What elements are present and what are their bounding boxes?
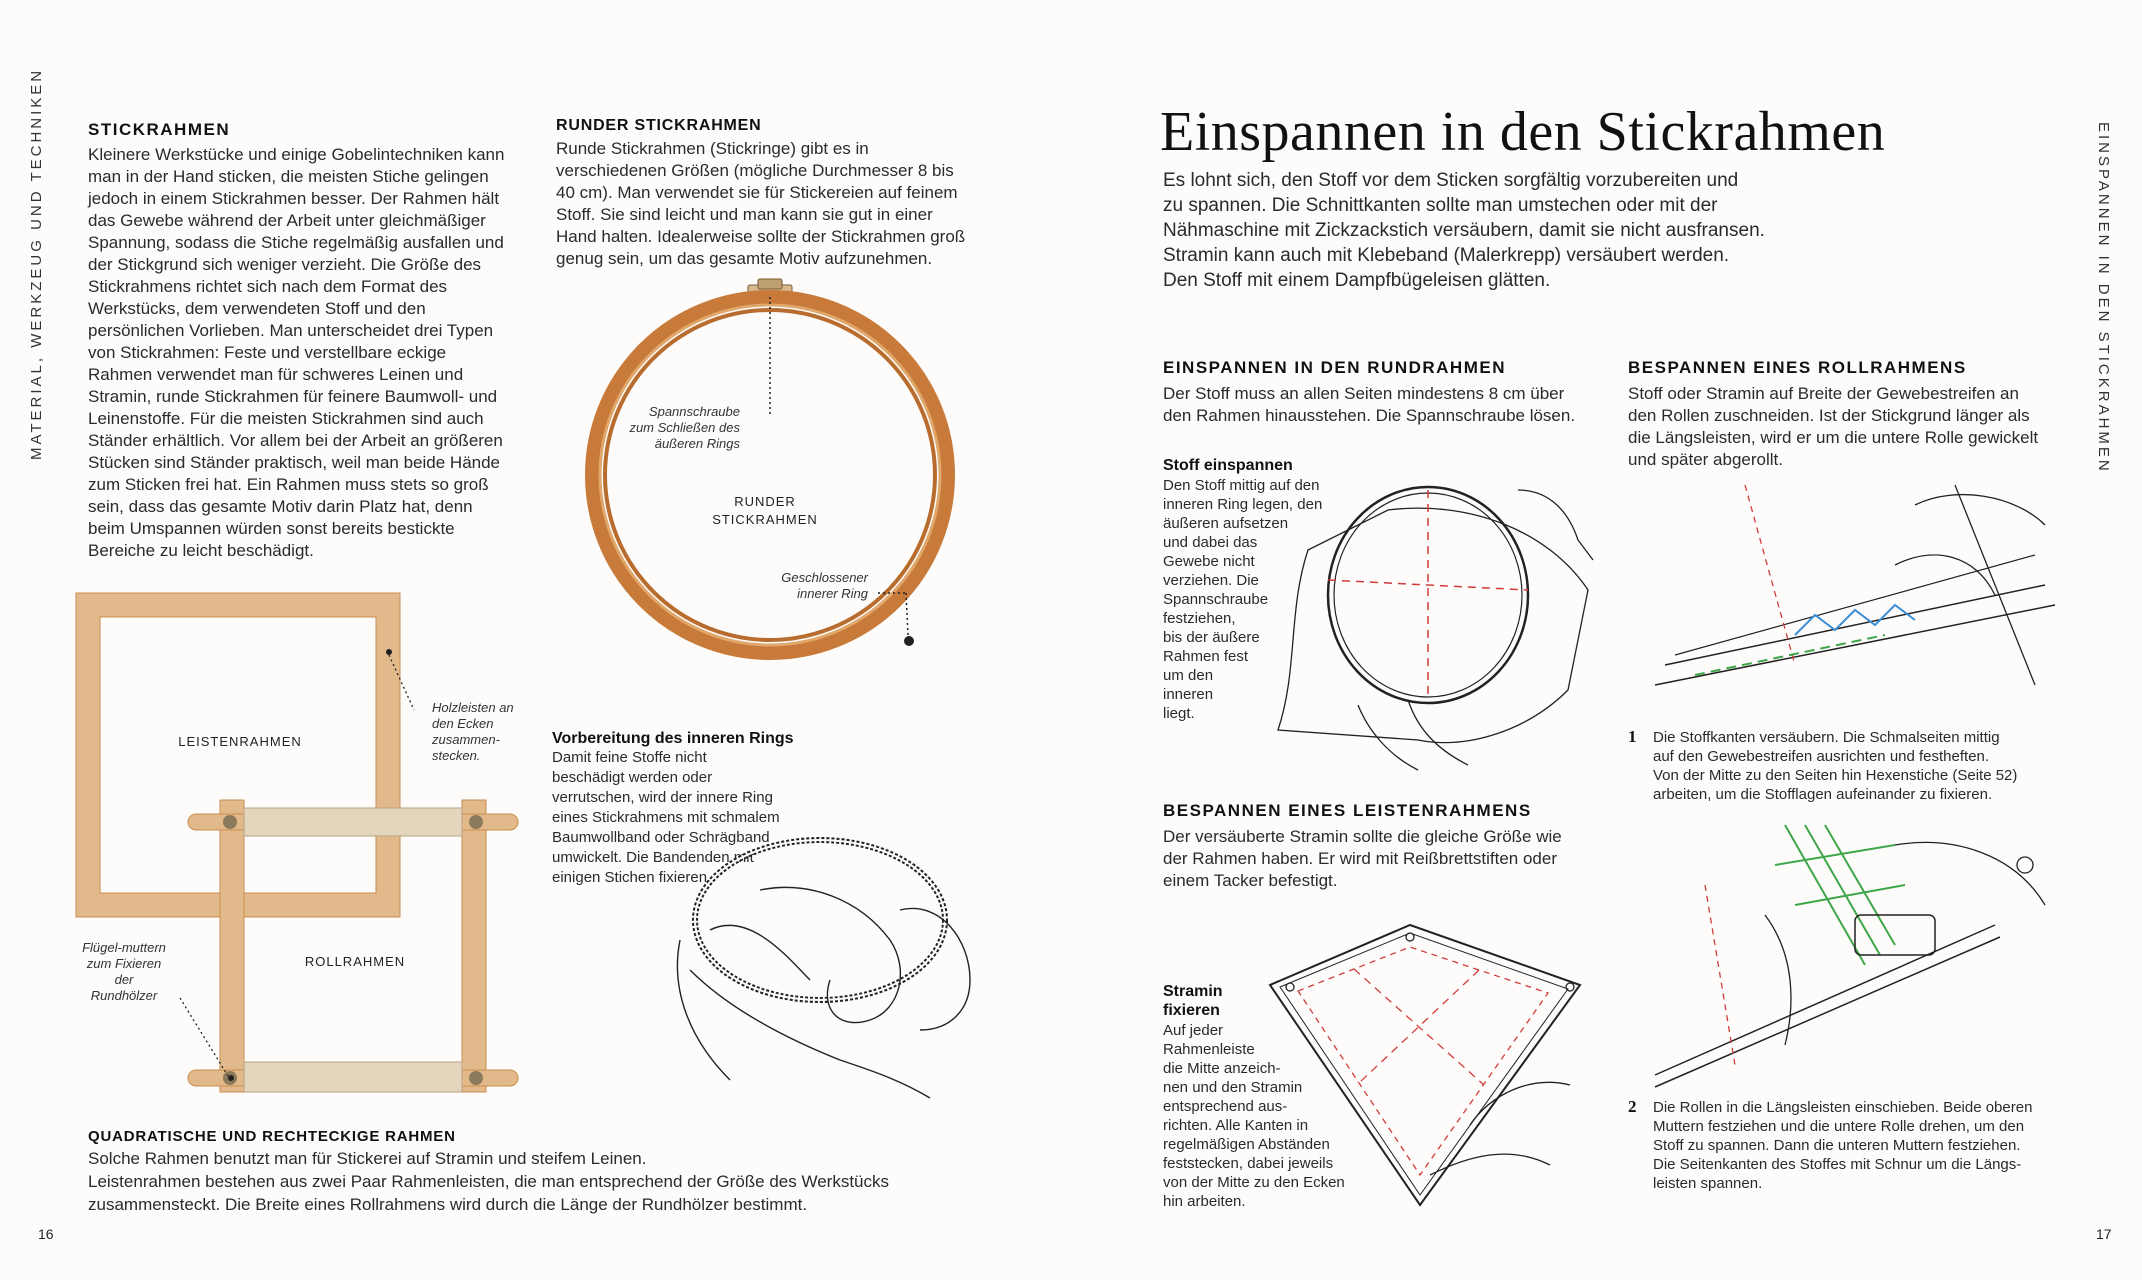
running-head-left: MATERIAL, WERKZEUG UND TECHNIKEN (28, 67, 45, 460)
rundrahmen-line1: Der Stoff muss an allen Seiten mindestens 8 cm über (1163, 384, 1565, 403)
corner-caption: Holzleisten an den Ecken zusammen-stecken. (432, 700, 514, 763)
hoop-label-1: RUNDER (734, 494, 796, 509)
leistenrahmen-line3: einem Tacker befestigt. (1163, 871, 1338, 890)
lead-line-5: Den Stoff mit einem Dampfbügeleisen glätten. (1163, 270, 1551, 291)
quadratische-line2: Leistenrahmen bestehen aus zwei Paar Rahmenleisten, die man entsprechend der Größe des Werkstücks (88, 1172, 890, 1191)
stoff-einspannen-l12: inneren (1163, 686, 1214, 703)
screw-caption: Spannschraube zum Schließen des äußeren Rings (629, 404, 740, 451)
stickrahmen-heading: STICKRAHMEN (88, 120, 231, 139)
stoff-einspannen-l7: Spannschraube (1163, 591, 1269, 608)
page-title: Einspannen in den Stickrahmen (1160, 101, 1886, 163)
stramin-fixieren-l5: entsprechend aus- (1163, 1098, 1288, 1115)
lead-line-2: zu spannen. Die Schnittkanten sollte man umstechen oder mit der (1163, 195, 1718, 216)
stoff-einspannen-l8: festziehen, (1163, 610, 1236, 627)
stoff-einspannen-l6: verziehen. Die (1163, 572, 1259, 589)
lead-line-3: Nähmaschine mit Zickzackstich versäubern, damit sie nicht ausfransen. (1163, 220, 1765, 241)
quadratische-line3: zusammensteckt. Die Breite eines Rollrahmens wird durch die Länge der Rundhölzer bestimmt. (88, 1195, 808, 1214)
rollframe-step1-illustration (1655, 485, 2065, 695)
rollrahmen-line1: Stoff oder Stramin auf Breite der Gewebestreifen an (1628, 384, 2019, 403)
rollframe-step2-illustration (1655, 825, 2065, 1090)
stramin-fixieren-l9: von der Mitte zu den Ecken (1163, 1174, 1345, 1191)
stoff-einspannen-l2: inneren Ring legen, den (1163, 496, 1323, 513)
stickrahmen-text: Kleinere Werkstücke und einige Gobelintechniken kann man in der Hand sticken, die meisten Stiche gelingen jedoch in einem Stickrahmen besser. Der Rahmen hält das Gewebe während der Arbeit unter gleichmäßiger Spannung, sodass die Stiche regelmäßig ausfallen und der Stickgrund sich weniger verzieht. Die Größe des Stickrahmens richtet sich nach dem Format des Werkstücks, dem verwendeten Stoff und den persönlichen Vorlieben. Man unterscheidet drei Typen von Stickrahmen: Feste und verstellbare eckige Rahmen verwendet man für schweres Leinen und Stramin, runde Stickrahmen für feinere Baumwoll- und Leinenstoffe. Für die meisten Stickrahmen sind auch Ständer erhältlich. Vor allem bei der Arbeit an größeren Stücken sind Ständer praktisch, weil man beide Hände zum Sticken frei hat. Ein Rahmen muss stets so groß sein, dass das gesamte Motiv darin Platz hat, denn beim Umspannen würden sonst bereits bestickte Bereiche zu leicht beschädigt. (88, 145, 505, 560)
stoff-einspannen-l13: liegt. (1163, 705, 1195, 722)
page-number-right: 17 (2096, 1226, 2112, 1242)
stramin-fixieren-l8: feststecken, dabei jeweils (1163, 1155, 1334, 1172)
step2-line5: leisten spannen. (1653, 1175, 1763, 1192)
stramin-fixieren-l7: regelmäßigen Abständen (1163, 1136, 1330, 1153)
round-hoop-illustration (580, 275, 960, 695)
rundrahmen-heading: EINSPANNEN IN DEN RUNDRAHMEN (1163, 358, 1506, 377)
runder-stickrahmen-heading: RUNDER STICKRAHMEN (556, 117, 762, 134)
square-frames-illustration (80, 600, 520, 1100)
inner-ring-text: Damit feine Stoffe nicht beschädigt werden oder verrutschen, wird der innere Ring eines Stickrahmens mit schmalem Baumwollband oder Schrägband umwickelt. Die Bandenden mit einigen Stichen fixieren. (552, 749, 780, 886)
nut-caption: Flügel-muttern zum Fixieren der Rundhölzer (82, 940, 166, 1003)
step1-line2: auf den Gewebestreifen ausrichten und festheften. (1653, 748, 1990, 765)
stramin-fixieren-l3: die Mitte anzeich- (1163, 1060, 1281, 1077)
stoff-einspannen-l9: bis der äußere (1163, 629, 1260, 646)
step1-line3: Von der Mitte zu den Seiten hin Hexenstiche (Seite 52) (1653, 767, 2018, 784)
wrapping-ring-illustration (670, 820, 990, 1100)
hoop-label-2: STICKRAHMEN (712, 512, 818, 527)
quadratische-line1: Solche Rahmen benutzt man für Stickerei auf Stramin und steifem Leinen. (88, 1149, 647, 1168)
stoff-einspannen-l3: äußeren aufsetzen (1163, 515, 1289, 532)
rollrahmen-line4: und später abgerollt. (1628, 450, 1783, 469)
leistenrahmen-line2: der Rahmen haben. Er wird mit Reißbrettstiften oder (1163, 849, 1558, 868)
stramin-fixieren-l10: hin arbeiten. (1163, 1193, 1246, 1210)
stoff-einspannen-l4: und dabei das (1163, 534, 1258, 551)
leistenrahmen-heading: BESPANNEN EINES LEISTENRAHMENS (1163, 801, 1532, 820)
inner-ring-caption: Geschlossener innerer Ring (781, 570, 868, 601)
stramin-fixieren-l6: richten. Alle Kanten in (1163, 1117, 1309, 1134)
stramin-fixieren-heading-1: Stramin (1163, 983, 1223, 1000)
stoff-einspannen-l10: Rahmen fest (1163, 648, 1249, 665)
stramin-fixieren-l2: Rahmenleiste (1163, 1041, 1255, 1058)
lead-line-4: Stramin kann auch mit Klebeband (Malerkrepp) versäubert werden. (1163, 245, 1730, 266)
step1-line4: arbeiten, um die Stofflagen aufeinander zu fixieren. (1653, 786, 1993, 803)
stoff-einspannen-l5: Gewebe nicht (1163, 553, 1255, 570)
stramin-pinning-illustration (1270, 925, 1590, 1215)
lead-line-1: Es lohnt sich, den Stoff vor dem Sticken sorgfältig vorzubereiten und (1163, 170, 1739, 191)
stoff-einspannen-heading: Stoff einspannen (1163, 457, 1293, 474)
hoop-mounting-illustration (1268, 470, 1598, 770)
step2-line3: Stoff zu spannen. Dann die unteren Muttern festziehen. (1653, 1137, 2021, 1154)
step1-number: 1 (1628, 727, 1637, 746)
rollrahmen-heading: BESPANNEN EINES ROLLRAHMENS (1628, 358, 1967, 377)
step1-line1: Die Stoffkanten versäubern. Die Schmalseiten mittig (1653, 729, 2000, 746)
stoff-einspannen-l1: Den Stoff mittig auf den (1163, 477, 1320, 494)
leistenrahmen-line1: Der versäuberte Stramin sollte die gleiche Größe wie (1163, 827, 1562, 846)
rollrahmen-label: ROLLRAHMEN (304, 954, 406, 969)
stramin-fixieren-l1: Auf jeder (1163, 1022, 1224, 1039)
stramin-fixieren-l4: nen und den Stramin (1163, 1079, 1303, 1096)
step2-line2: Muttern festziehen und die untere Rolle drehen, um den (1653, 1118, 2025, 1135)
rollrahmen-line3: die Längsleisten, wird er um die untere Rolle gewickelt (1628, 428, 2039, 447)
running-head-right: EINSPANNEN IN DEN STICKRAHMEN (2095, 122, 2112, 474)
step2-line1: Die Rollen in die Längsleisten einschieben. Beide oberen (1653, 1099, 2033, 1116)
step2-line4: Die Seitenkanten des Stoffes mit Schnur um die Längs- (1653, 1156, 2022, 1173)
rollrahmen-line2: den Rollen zuschneiden. Ist der Stickgrund länger als (1628, 406, 2030, 425)
step2-number: 2 (1628, 1097, 1637, 1116)
leistenrahmen-label: LEISTENRAHMEN (178, 734, 302, 749)
stramin-fixieren-heading-2: fixieren (1163, 1002, 1220, 1019)
runder-stickrahmen-text: Runde Stickrahmen (Stickringe) gibt es in verschiedenen Größen (mögliche Durchmesser 8 bis 40 cm). Man verwendet sie für Stickereien auf feinem Stoff. Sie sind leicht und man kann sie gut in einer Hand halten. Idealerweise sollte der Stickrahmen groß genug sein, um das gesamte Motiv aufzunehmen. (556, 139, 966, 268)
quadratische-heading: QUADRATISCHE UND RECHTECKIGE RAHMEN (88, 1128, 456, 1145)
inner-ring-heading: Vorbereitung des inneren Rings (552, 730, 794, 747)
stoff-einspannen-l11: um den (1163, 667, 1214, 684)
rundrahmen-line2: den Rahmen hinausstehen. Die Spannschraube lösen. (1163, 406, 1576, 425)
page-number-left: 16 (38, 1226, 54, 1242)
